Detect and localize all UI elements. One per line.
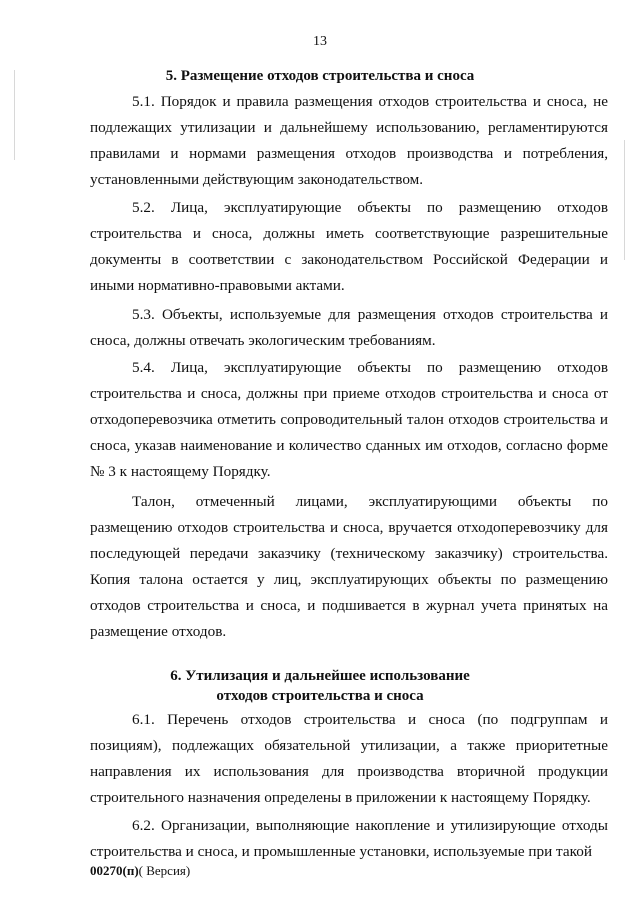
paragraph-5-3: 5.3. Объекты, используемые для размещения отходов строительства и сноса, должны отвечать экологическим требованиям. (90, 306, 608, 349)
document-version: ( Версия) (138, 863, 191, 878)
paragraph-5-4: 5.4. Лица, эксплуатирующие объекты по размещению отходов строительства и сноса, должны при приеме отходов строительства и сноса от отходоперевозчика отметить сопроводительный талон отходов строительства и сноса, указав наименование и количество сданных им отходов, согласно форме № 3 к настоящему Порядку. (90, 359, 608, 480)
document-code: 00270(п) (90, 863, 139, 878)
section-6-heading-line2: отходов строительства и сноса (216, 688, 424, 704)
paragraph-talon: Талон, отмеченный лицами, эксплуатирующими объекты по размещению отходов строительства и сноса, вручается отходоперевозчику для последующей передачи заказчику (техническому заказчику) строительства. Копия талона остается у лиц, эксплуатирующих объекты по размещению отходов строительства и сноса, и подшивается в журнал учета принятых на размещение отходов. (90, 493, 608, 640)
section-6-heading-line1: 6. Утилизация и дальнейшее использование (170, 668, 470, 684)
page-number: 13 (313, 34, 327, 49)
section-5-heading: 5. Размещение отходов строительства и сноса (165, 68, 475, 84)
paragraph-5-2: 5.2. Лица, эксплуатирующие объекты по размещению отходов строительства и сноса, должны иметь соответствующие разрешительные документы в соответствии с законодательством Российской Федерации и иными нормативно-правовыми актами. (90, 199, 608, 294)
right-margin-scan-mark (624, 140, 625, 260)
paragraph-6-2: 6.2. Организации, выполняющие накопление и утилизирующие отходы строительства и сноса, и промышленные установки, используемые при такой (90, 817, 608, 860)
document-footer (90, 863, 190, 879)
paragraph-5-1: 5.1. Порядок и правила размещения отходов строительства и сноса, не подлежащих утилизации и дальнейшему использованию, регламентируются правилами и нормами размещения отходов производства и потребления, установленными действующим законодательством. (90, 93, 608, 188)
paragraph-6-1: 6.1. Перечень отходов строительства и сноса (по подгруппам и позициям), подлежащих обязательной утилизации, а также приоритетные направления их использования для производства вторичной продукции строительного назначения определены в приложении к настоящему Порядку. (90, 711, 608, 806)
